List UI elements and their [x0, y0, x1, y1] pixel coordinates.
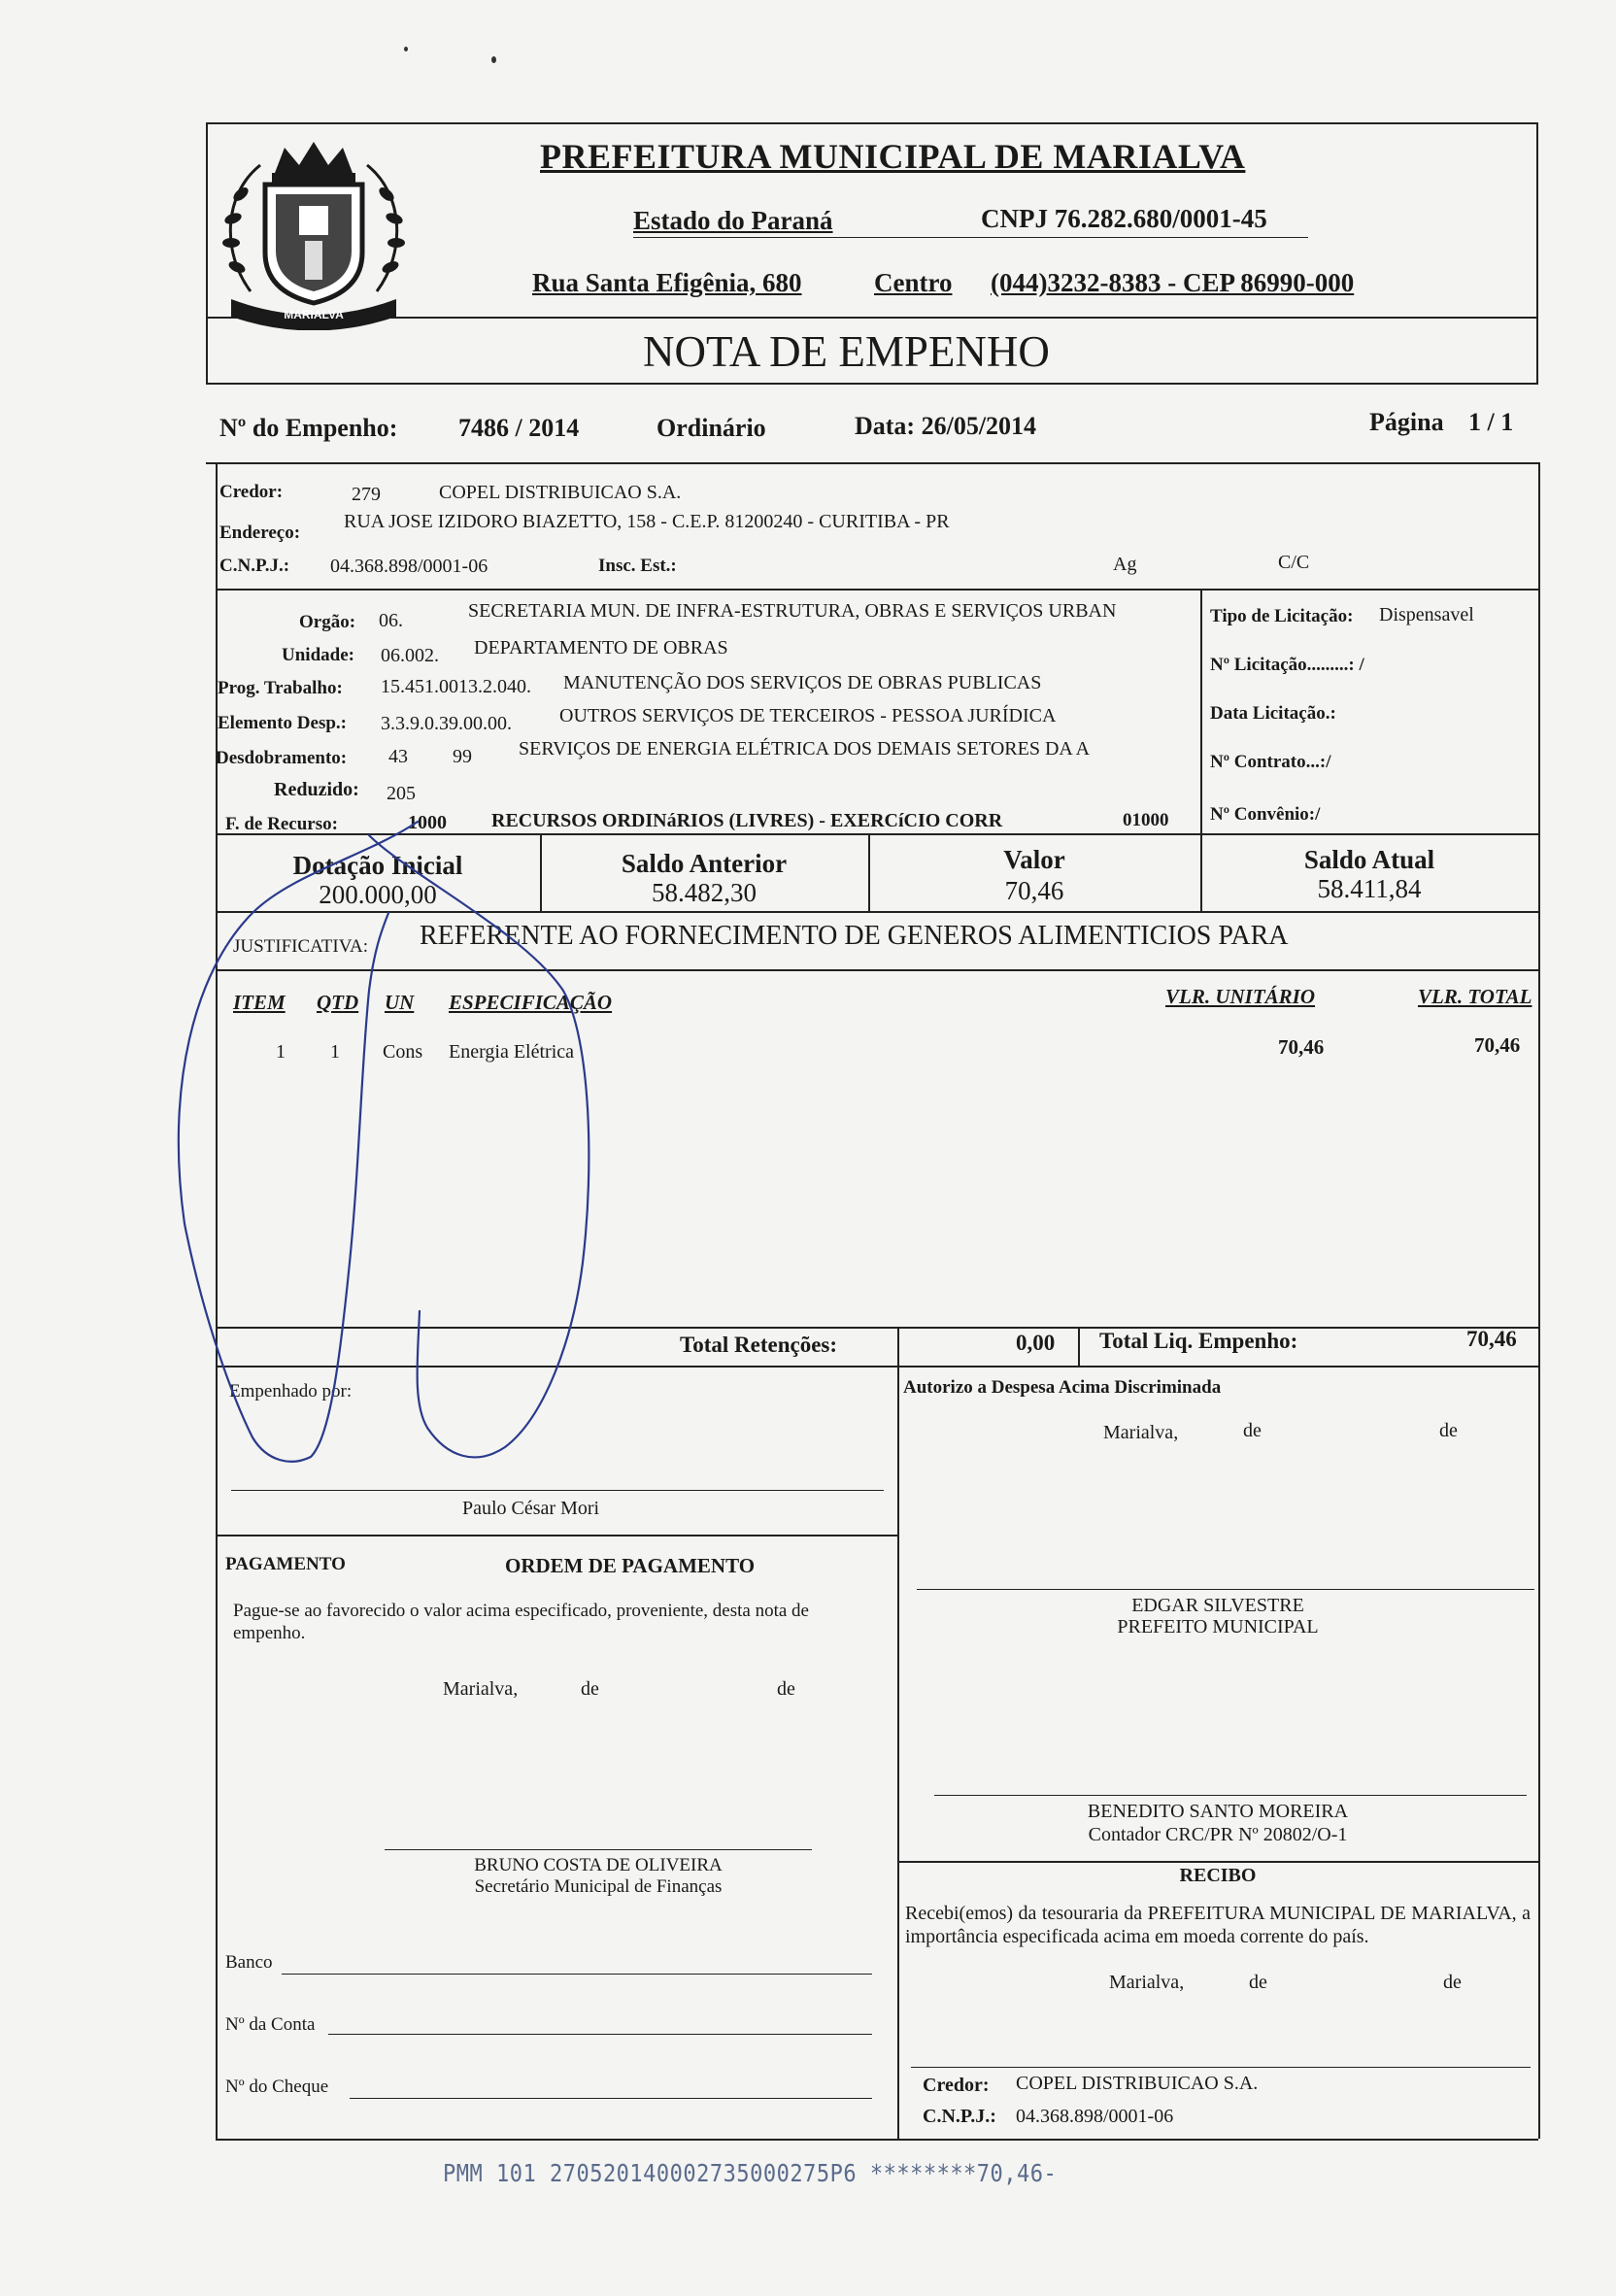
orgao-label: Orgão: — [299, 612, 356, 632]
col-header-item: ITEM — [233, 991, 286, 1014]
pagamento-city: Marialva, — [443, 1678, 519, 1700]
tipo-licitacao-label: Tipo de Licitação: — [1210, 606, 1354, 626]
reduzido-value: 205 — [387, 783, 416, 804]
recibo-cnpj-value: 04.368.898/0001-06 — [1016, 2106, 1174, 2127]
numero-convenio: Nº Convênio:/ — [1210, 804, 1321, 825]
prefeito-name: EDGAR SILVESTRE — [1131, 1595, 1304, 1616]
body-bottom-border — [216, 2139, 1538, 2141]
cnpj-header: CNPJ 76.282.680/0001-45 — [981, 204, 1267, 233]
insc-est-label: Insc. Est.: — [598, 556, 677, 576]
state-name: Estado do Paraná — [633, 206, 833, 235]
totals-divider — [216, 1366, 1538, 1367]
banco-label: Banco — [225, 1952, 273, 1973]
desdobramento-code-2: 99 — [453, 746, 472, 767]
banco-line[interactable] — [282, 1974, 872, 1975]
elemento-code: 3.3.9.0.39.00.00. — [381, 713, 512, 734]
autorizo-label: Autorizo a Despesa Acima Discriminada — [903, 1377, 1222, 1398]
retencoes-label: Total Retenções: — [680, 1333, 838, 1357]
numero-licitacao: Nº Licitação.........: / — [1210, 655, 1364, 675]
col-header-unit-price: VLR. UNITÁRIO — [1165, 985, 1316, 1008]
recibo-de-2: de — [1443, 1972, 1462, 1993]
elemento-desc: OUTROS SERVIÇOS DE TERCEIROS - PESSOA JURÍDICA — [559, 705, 1057, 726]
contador-title: Contador CRC/PR Nº 20802/O-1 — [1088, 1824, 1348, 1845]
data-licitacao: Data Licitação.: — [1210, 703, 1336, 724]
justificativa-label: JUSTIFICATIVA: — [233, 936, 369, 957]
street-address: Rua Santa Efigênia, 680 — [532, 268, 802, 297]
document-title: NOTA DE EMPENHO — [643, 327, 1050, 376]
contador-signature-line — [934, 1795, 1527, 1796]
cell-total: 70,46 — [1474, 1033, 1521, 1057]
cell-qtd: 1 — [330, 1041, 340, 1063]
endereco-value: RUA JOSE IZIDORO BIAZETTO, 158 - C.E.P. 81200240 - CURITIBA - PR — [344, 511, 950, 532]
creditor-divider — [216, 589, 1538, 591]
scan-speck — [491, 56, 496, 63]
secretario-title: Secretário Municipal de Finanças — [474, 1876, 723, 1897]
items-divider — [216, 1327, 1538, 1329]
saldo-anterior-value: 58.482,30 — [652, 878, 757, 907]
prog-trabalho-desc: MANUTENÇÃO DOS SERVIÇOS DE OBRAS PUBLICAS — [563, 672, 1042, 693]
balances-divider — [216, 911, 1538, 913]
svg-text:MARIALVA: MARIALVA — [284, 308, 344, 321]
unidade-desc: DEPARTAMENTO DE OBRAS — [474, 637, 728, 658]
cell-spec: Energia Elétrica — [449, 1041, 575, 1063]
pagamento-label: PAGAMENTO — [225, 1554, 346, 1574]
recibo-title: RECIBO — [1179, 1865, 1257, 1886]
header-underline-1 — [633, 237, 1308, 238]
orgao-code: 06. — [379, 610, 403, 631]
totals-divider-1 — [897, 1327, 899, 1366]
scan-speck — [404, 47, 408, 51]
recibo-signature-line — [911, 2067, 1531, 2068]
tipo-licitacao-value: Dispensavel — [1379, 604, 1474, 625]
pagamento-de-2: de — [777, 1678, 795, 1700]
district: Centro — [874, 268, 953, 297]
empenho-number: 7486 / 2014 — [458, 414, 580, 442]
orgao-desc: SECRETARIA MUN. DE INFRA-ESTRUTURA, OBRAS E SERVIÇOS URBAN — [468, 600, 1117, 622]
lower-center-divider — [897, 1366, 899, 2139]
unidade-code: 06.002. — [381, 645, 439, 666]
credor-label: Credor: — [219, 482, 284, 502]
pagamento-text: Pague-se ao favorecido o valor acima especificado, proveniente, desta nota de empenho. — [233, 1601, 809, 1643]
recurso-label: F. de Recurso: — [225, 814, 338, 834]
ordem-pagamento-label: ORDEM DE PAGAMENTO — [505, 1554, 756, 1577]
empenhado-divider — [216, 1535, 897, 1536]
desdobramento-code-1: 43 — [388, 746, 408, 767]
barcode-line: PMM 101 270520140002735000275P6 ********70,46- — [443, 2160, 1058, 2188]
empenhado-label: Empenhado por: — [229, 1381, 353, 1401]
recurso-desc: RECURSOS ORDINáRIOS (LIVRES) - EXERCíCIO CORR — [491, 810, 1003, 831]
empenhado-name: Paulo César Mori — [462, 1498, 600, 1519]
cnpj-label: C.N.P.J.: — [219, 556, 290, 576]
empenhado-signature-line — [231, 1490, 884, 1491]
recibo-de-1: de — [1249, 1972, 1267, 1993]
endereco-label: Endereço: — [219, 523, 301, 543]
autorizo-city: Marialva, — [1103, 1422, 1179, 1443]
page-label: Página — [1369, 408, 1444, 436]
body-right-border — [1538, 462, 1540, 2139]
conta-label: Nº da Conta — [225, 2014, 316, 2035]
desdobramento-label: Desdobramento: — [216, 748, 348, 768]
cell-unit-price: 70,46 — [1278, 1035, 1325, 1059]
page-number: 1 / 1 — [1468, 408, 1514, 436]
recurso-number: 01000 — [1123, 810, 1169, 830]
autorizo-de-1: de — [1243, 1420, 1262, 1441]
empenho-date: Data: 26/05/2014 — [855, 412, 1037, 440]
empenho-label: Nº do Empenho: — [219, 414, 398, 442]
col-header-spec: ESPECIFICAÇÃO — [449, 991, 613, 1014]
prefeito-title: PREFEITO MUNICIPAL — [1117, 1616, 1319, 1638]
recibo-credor-value: COPEL DISTRIBUICAO S.A. — [1016, 2073, 1259, 2094]
dotacao-value: 200.000,00 — [319, 880, 437, 909]
retencoes-value: 0,00 — [1016, 1331, 1056, 1355]
phone-cep: (044)3232-8383 - CEP 86990-000 — [991, 268, 1355, 297]
cnpj-value: 04.368.898/0001-06 — [330, 556, 488, 577]
recibo-credor-label: Credor: — [923, 2075, 990, 2096]
prog-trabalho-label: Prog. Trabalho: — [218, 678, 343, 698]
municipal-crest — [212, 136, 416, 330]
prefeito-signature-line — [917, 1589, 1534, 1590]
justificativa-divider — [216, 969, 1538, 971]
totals-divider-2 — [1078, 1327, 1080, 1366]
receipt-divider — [897, 1861, 1538, 1863]
saldo-anterior-label: Saldo Anterior — [621, 849, 788, 878]
col-header-total: VLR. TOTAL — [1418, 985, 1532, 1008]
autorizo-de-2: de — [1439, 1420, 1458, 1441]
col-header-qtd: QTD — [317, 991, 359, 1014]
recibo-text: Recebi(emos) da tesouraria da PREFEITURA MUNICIPAL DE MARIALVA, a importância especificada acima em moeda corrente do país. — [905, 1903, 1531, 1947]
pagamento-de-1: de — [581, 1678, 599, 1700]
numero-contrato: Nº Contrato...:/ — [1210, 752, 1331, 772]
budget-divider — [216, 833, 1538, 835]
contador-name: BENEDITO SANTO MOREIRA — [1087, 1801, 1349, 1822]
agency-label: Ag — [1113, 554, 1137, 575]
liquido-value: 70,46 — [1466, 1327, 1517, 1351]
credor-name: COPEL DISTRIBUICAO S.A. — [439, 482, 682, 503]
justificativa-text: REFERENTE AO FORNECIMENTO DE GENEROS ALIMENTICIOS PARA — [420, 921, 1289, 951]
cell-item: 1 — [276, 1041, 286, 1063]
conta-line[interactable] — [328, 2034, 872, 2035]
saldo-atual-value: 58.411,84 — [1317, 874, 1422, 903]
liquido-label: Total Liq. Empenho: — [1099, 1329, 1298, 1353]
licitacao-divider — [1200, 589, 1202, 833]
col-header-un: UN — [385, 991, 415, 1014]
cheque-label: Nº do Cheque — [225, 2077, 329, 2097]
elemento-label: Elemento Desp.: — [218, 713, 347, 733]
unidade-label: Unidade: — [282, 645, 354, 665]
page-title: PREFEITURA MUNICIPAL DE MARIALVA — [540, 137, 1246, 176]
cheque-line[interactable] — [350, 2098, 872, 2099]
empenho-type: Ordinário — [656, 414, 766, 442]
summary-divider — [206, 462, 1538, 464]
credor-code: 279 — [352, 484, 381, 505]
recurso-code: 1000 — [408, 812, 447, 833]
reduzido-label: Reduzido: — [274, 779, 359, 800]
secretario-name: BRUNO COSTA DE OLIVEIRA — [474, 1855, 723, 1875]
cell-un: Cons — [383, 1041, 423, 1063]
secretario-signature-line — [385, 1849, 812, 1850]
desdobramento-desc: SERVIÇOS DE ENERGIA ELÉTRICA DOS DEMAIS SETORES DA A — [519, 738, 1091, 760]
valor-value: 70,46 — [1004, 876, 1064, 905]
recibo-city: Marialva, — [1109, 1972, 1185, 1993]
dotacao-label: Dotação Inicial — [292, 851, 463, 880]
valor-label: Valor — [1003, 845, 1065, 874]
prog-trabalho-code: 15.451.0013.2.040. — [381, 676, 531, 697]
saldo-atual-label: Saldo Atual — [1303, 845, 1435, 874]
account-label: C/C — [1278, 552, 1310, 573]
recibo-cnpj-label: C.N.P.J.: — [923, 2106, 996, 2127]
